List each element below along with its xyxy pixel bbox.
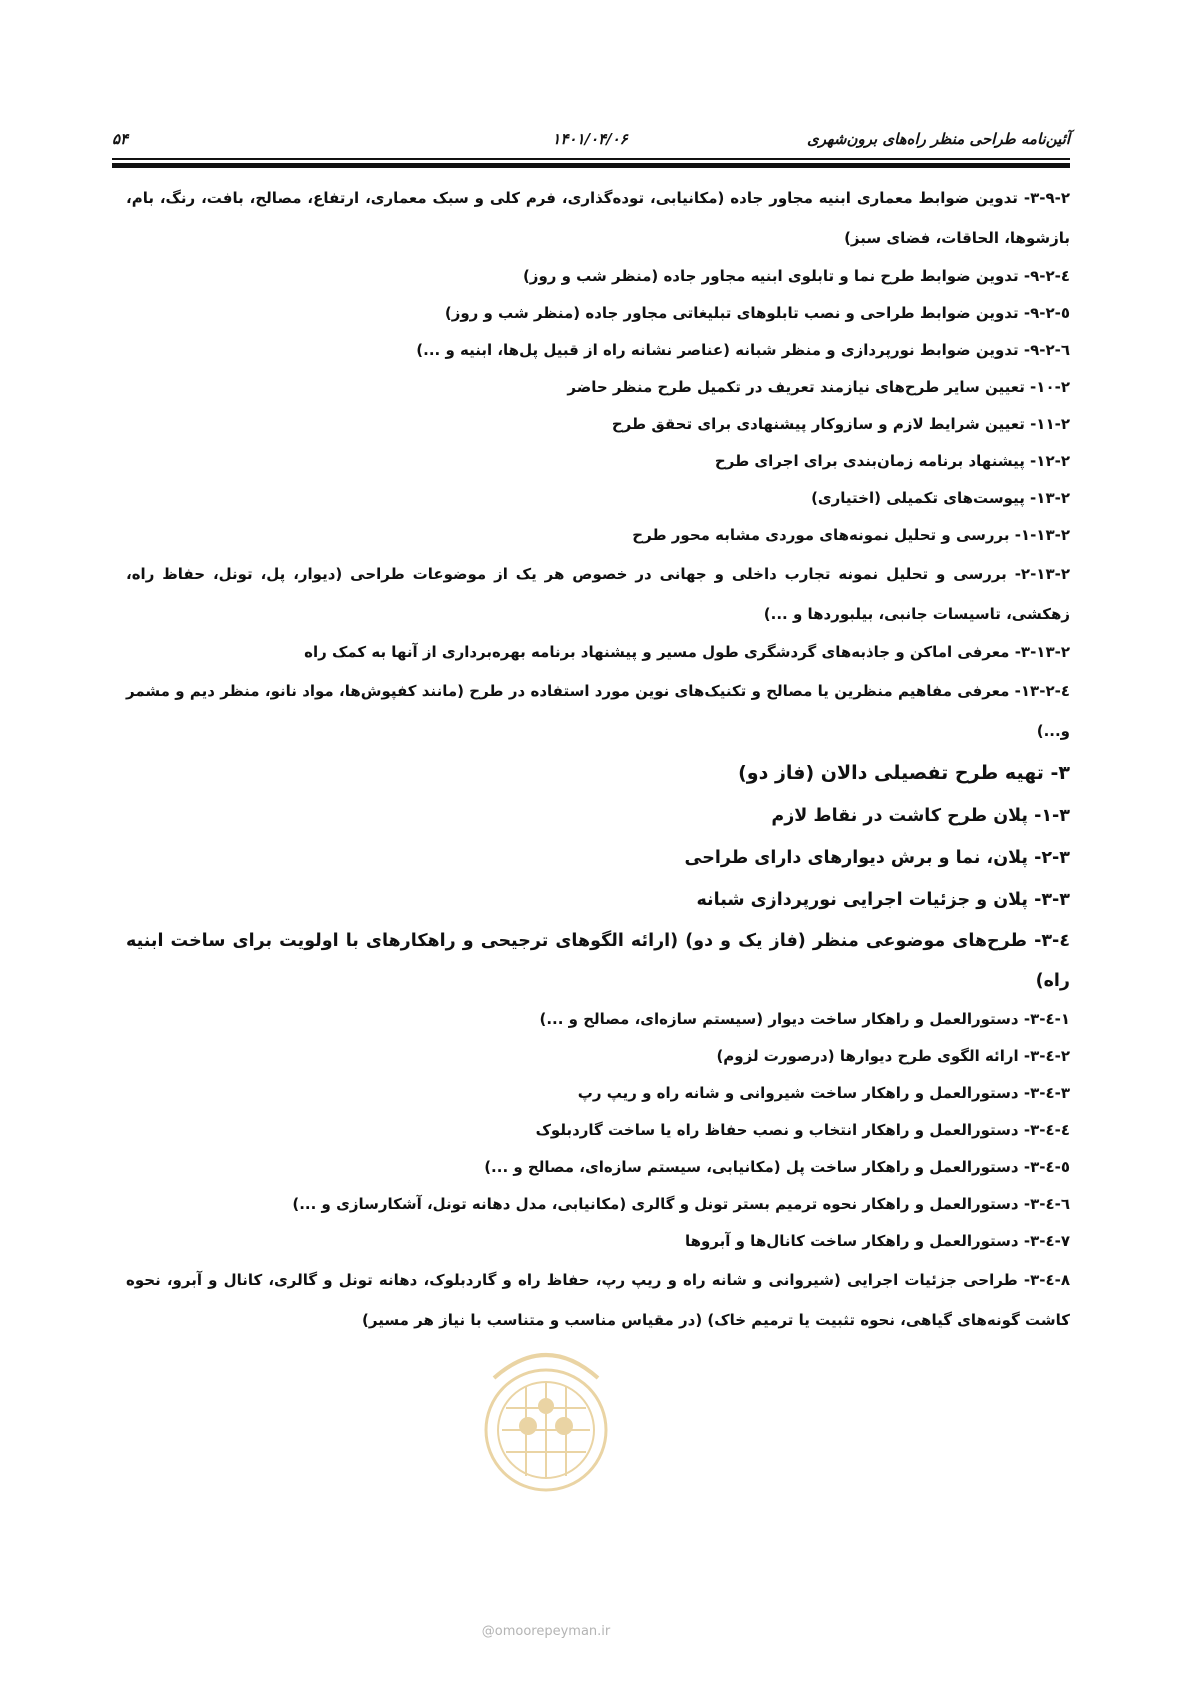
item-2-9-3: ۳-۹-۲- تدوین ضوابط معماری ابنیه مجاور جاده (مکانیابی، توده‌گذاری، فرم کلی و سبک معماری، ارتفاع، مصالح، بافت، رنگ، بام، بازشوها، الحاقات، فضای سبز) bbox=[126, 189, 1070, 247]
item-2-9-4: ٤-۹-۲- تدوین ضوابط طرح نما و تابلوی ابنیه مجاور جاده (منظر شب و روز) bbox=[522, 267, 1070, 285]
section-3-heading: ۳- تهیه طرح تفصیلی دالان (فاز دو) bbox=[738, 762, 1070, 784]
item-3-1: ۱-۳- پلان طرح کاشت در نقاط لازم bbox=[771, 806, 1070, 826]
item-3-4-6: ٦-٤-۳- دستورالعمل و راهکار نحوه ترمیم بستر تونل و گالری (مکانیابی، مدل دهانه تونل، آشکارسازی و ...) bbox=[292, 1195, 1070, 1213]
watermark-seal-icon bbox=[466, 1338, 626, 1498]
item-3-4-5: ٥-٤-۳- دستورالعمل و راهکار ساخت پل (مکانیابی، سیستم سازه‌ای، مصالح و ...) bbox=[484, 1158, 1070, 1176]
item-3-2: ۲-۳- پلان، نما و برش دیوارهای دارای طراحی bbox=[684, 848, 1070, 868]
item-2-13: ۱۳-۲- پیوست‌های تکمیلی (اختیاری) bbox=[811, 489, 1070, 507]
item-3-4-7: ۷-٤-۳- دستورالعمل و راهکار ساخت کانال‌ها و آبروها bbox=[684, 1232, 1070, 1250]
item-3-4-2: ۲-٤-۳- ارائه الگوی طرح دیوارها (درصورت لزوم) bbox=[716, 1047, 1070, 1065]
header-rule-thin bbox=[112, 158, 1070, 160]
item-3-4-3: ۳-٤-۳- دستورالعمل و راهکار ساخت شیروانی و شانه راه و ریپ رپ bbox=[577, 1084, 1070, 1102]
item-2-9-6: ٦-۹-۲- تدوین ضوابط نورپردازی و منظر شبانه (عناصر نشانه راه از قبیل پل‌ها، ابنیه و ...) bbox=[416, 341, 1070, 359]
watermark-url: @omoorepeyman.ir bbox=[481, 1624, 611, 1639]
item-3-4-8: ۸-٤-۳- طراحی جزئیات اجرایی (شیروانی و شانه راه و ریپ رپ، حفاظ راه و گاردبلوک، دهانه تونل و گالری، کانال و آبرو، نحوه کاشت گونه‌های گیاهی، نحوه تثبیت یا ترمیم خاک) (در مقیاس مناسب و متناسب با نیاز هر مسیر) bbox=[126, 1271, 1070, 1329]
page-number: ۵۴ bbox=[112, 130, 129, 148]
page-header bbox=[112, 128, 1070, 154]
item-2-12: ۱۲-۲- پیشنهاد برنامه زمان‌بندی برای اجرای طرح bbox=[714, 452, 1070, 470]
item-2-13-3: ۳-۱۳-۲- معرفی اماکن و جاذبه‌های گردشگری طول مسیر و پیشنهاد برنامه بهره‌برداری از آنها به کمک راه bbox=[304, 643, 1070, 661]
header-title: آئین‌نامه طراحی منظر راه‌های برون‌شهری bbox=[807, 130, 1070, 148]
body-text bbox=[126, 178, 1070, 1340]
header-date: ۱۴۰۱/۰۴/۰۶ bbox=[552, 130, 628, 148]
item-3-4: ٤-۳- طرح‌های موضوعی منظر (فاز یک و دو) (ارائه الگوهای ترجیحی و راهکارهای با اولویت برای ساخت ابنیه راه) bbox=[126, 931, 1070, 991]
item-3-3: ۳-۳- پلان و جزئیات اجرایی نورپردازی شبانه bbox=[696, 890, 1070, 910]
item-2-13-1: ۱-۱۳-۲- بررسی و تحلیل نمونه‌های موردی مشابه محور طرح bbox=[632, 526, 1070, 544]
item-2-11: ۱۱-۲- تعیین شرایط لازم و سازوکار پیشنهادی برای تحقق طرح bbox=[611, 415, 1070, 433]
item-2-13-4: ٤-۱۳-۲- معرفی مفاهیم منظرین یا مصالح و تکنیک‌های نوین مورد استفاده در طرح (مانند کفپوش‌ها، مواد نانو، منظر دیم و مشمر و...) bbox=[126, 682, 1070, 740]
item-3-4-1: ۱-٤-۳- دستورالعمل و راهکار ساخت دیوار (سیستم سازه‌ای، مصالح و ...) bbox=[539, 1010, 1070, 1028]
item-2-9-5: ٥-۹-۲- تدوین ضوابط طراحی و نصب تابلوهای تبلیغاتی مجاور جاده (منظر شب و روز) bbox=[444, 304, 1070, 322]
item-2-10: ۱۰-۲- تعیین سایر طرح‌های نیازمند تعریف در تکمیل طرح منظر حاضر bbox=[567, 378, 1070, 396]
item-2-13-2: ۲-۱۳-۲- بررسی و تحلیل نمونه تجارب داخلی و جهانی در خصوص هر یک از موضوعات طراحی (دیوار، پل، تونل، حفاظ راه، زهکشی، تاسیسات جانبی، بیلبوردها و ...) bbox=[126, 565, 1070, 623]
header-rule-thick bbox=[112, 163, 1070, 168]
item-3-4-4: ٤-٤-۳- دستورالعمل و راهکار انتخاب و نصب حفاظ راه یا ساخت گاردبلوک bbox=[535, 1121, 1070, 1139]
